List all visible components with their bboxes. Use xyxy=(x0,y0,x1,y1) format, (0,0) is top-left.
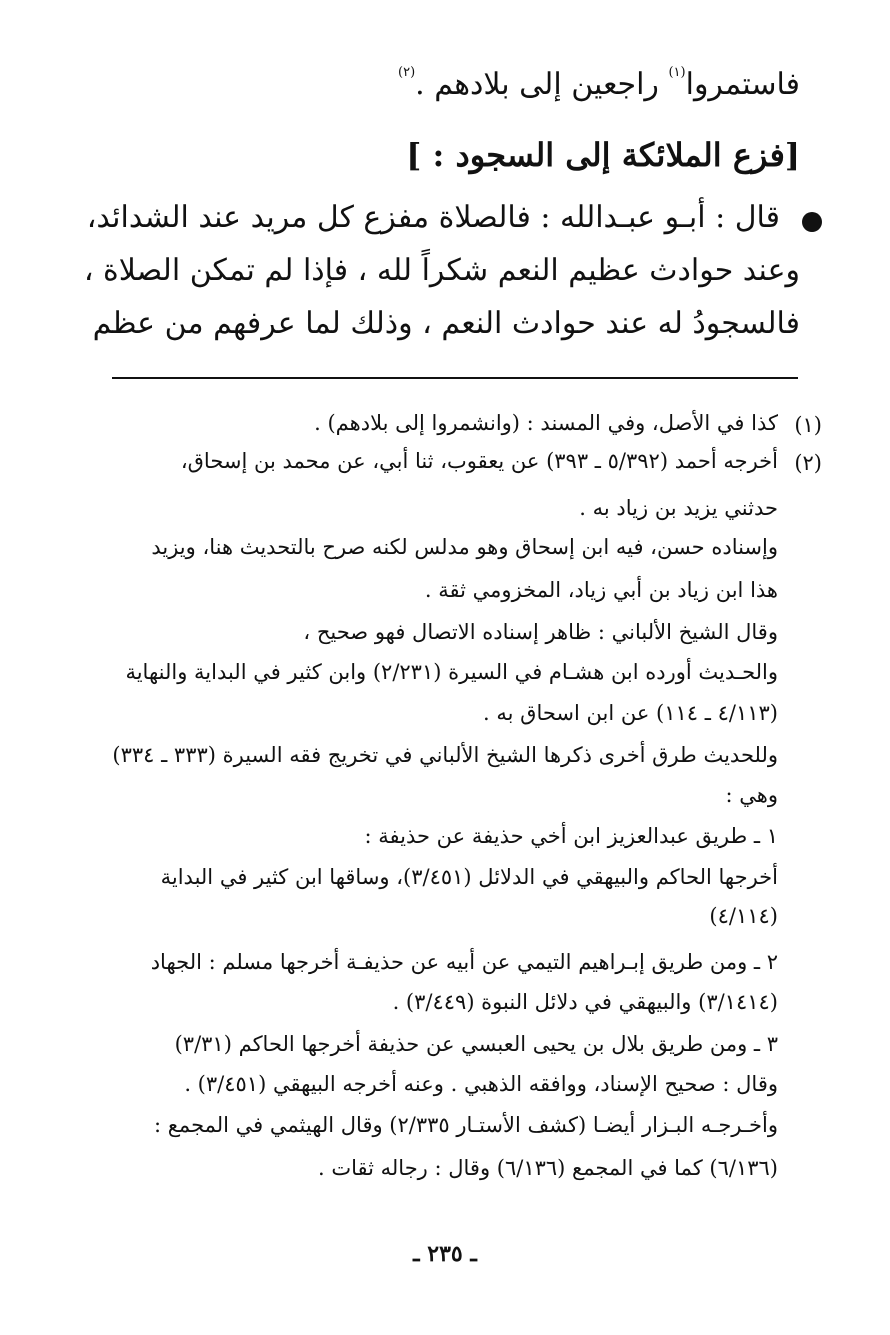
footnote-line: والحـديث أورده ابن هشـام في السيرة (٢/٢٣١) وابن كثير في البداية والنهاية xyxy=(125,660,778,684)
bullet-icon xyxy=(802,212,822,232)
footnote-1-text: كذا في الأصل، وفي المسند : (وانشمروا إلى بلادهم) . xyxy=(314,411,778,435)
footnote-line: (٣/١٤١٤) والبيهقي في دلائل النبوة (٣/٤٤٩) . xyxy=(392,990,778,1014)
paragraph-line: قال : أبـو عبـدالله : فالصلاة مفزع كل مريد عند الشدائد، xyxy=(86,200,780,235)
footnote-line: هذا ابن زياد بن أبي زياد، المخزومي ثقة . xyxy=(424,578,778,602)
footnote-ref-1: (١) xyxy=(668,65,686,80)
main-line-1 xyxy=(95,65,800,102)
footnote-line: أخرجها الحاكم والبيهقي في الدلائل (٣/٤٥١)، وساقها ابن كثير في البداية xyxy=(160,865,778,889)
paragraph-line: وعند حوادث عظيم النعم شكراً لله ، فإذا لم تمكن الصلاة ، xyxy=(83,253,800,288)
footnote-line: وأخـرجـه البـزار أيضـا (كشف الأستـار ٢/٣٣٥) وقال الهيثمي في المجمع : xyxy=(154,1113,778,1137)
footnote-number-2: (٢) xyxy=(794,451,822,475)
footnote-line: (٤/١١٤) xyxy=(709,904,778,928)
main-line-1-text: فاستمروا xyxy=(685,67,800,102)
footnote-line: وهي : xyxy=(725,783,778,807)
footnote-line: وللحديث طرق أخرى ذكرها الشيخ الألباني في تخريج فقه السيرة (٣٣٣ ـ ٣٣٤) xyxy=(112,743,778,767)
footnote-line: حدثني يزيد بن زياد به . xyxy=(579,496,778,520)
footnote-line: (٤/١١٣ ـ ١١٤) عن ابن اسحاق به . xyxy=(483,701,778,725)
footnote-line: وقال الشيخ الألباني : ظاهر إسناده الاتصال فهو صحيح ، xyxy=(303,620,778,644)
footnote-ref-2: (٢) xyxy=(398,65,416,80)
footnote-number-1: (١) xyxy=(794,413,822,437)
footnote-line: ٣ ـ ومن طريق بلال بن يحيى العبسي عن حذيفة أخرجها الحاكم (٣/٣١) xyxy=(174,1032,778,1056)
footnote-divider xyxy=(112,377,798,379)
footnote-line: أخرجه أحمد (٥/٣٩٢ ـ ٣٩٣) عن يعقوب، ثنا أبي، عن محمد بن إسحاق، xyxy=(180,449,778,473)
footnote-line: وقال : صحيح الإسناد، ووافقه الذهبي . وعنه أخرجه البيهقي (٣/٤٥١) . xyxy=(184,1072,778,1096)
main-line-1-text-2: راجعين إلى بلادهم . xyxy=(415,67,669,102)
page-number: ـ ٢٣٥ ـ xyxy=(413,1241,477,1267)
section-heading: [فزع الملائكة إلى السجود : ] xyxy=(406,136,800,174)
paragraph-line: فالسجودُ له عند حوادث النعم ، وذلك لما عرفهم من عظم xyxy=(92,306,800,341)
footnote-line: (٦/١٣٦) كما في المجمع (٦/١٣٦) وقال : رجاله ثقات . xyxy=(317,1156,778,1180)
footnote-line: ٢ ـ ومن طريق إبـراهيم التيمي عن أبيه عن حذيفـة أخرجها مسلم : الجهاد xyxy=(150,950,778,974)
footnote-line: ١ ـ طريق عبدالعزيز ابن أخي حذيفة عن حذيفة : xyxy=(364,824,778,848)
footnote-line: وإسناده حسن، فيه ابن إسحاق وهو مدلس لكنه صرح بالتحديث هنا، ويزيد xyxy=(151,535,778,559)
